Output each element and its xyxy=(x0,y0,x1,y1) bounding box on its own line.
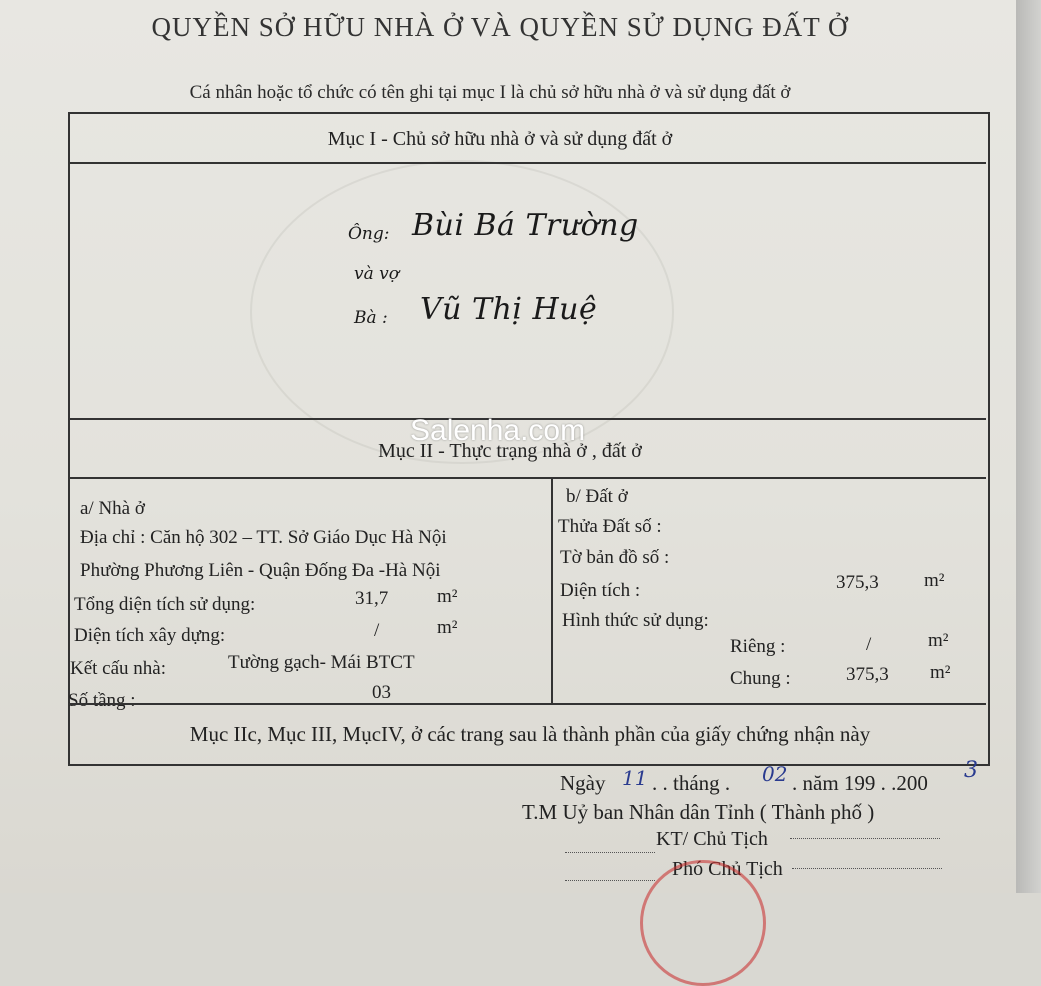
land-area-unit: m² xyxy=(924,570,945,591)
signature-dotted-line-4 xyxy=(792,868,942,869)
private-value: / xyxy=(866,634,872,655)
floors-value: 03 xyxy=(372,682,391,703)
nha-heading: a/ Nhà ở xyxy=(80,498,145,519)
usage-label: Hình thức sử dụng: xyxy=(562,610,709,631)
dat-heading: b/ Đất ở xyxy=(566,486,628,507)
land-area-label: Diện tích : xyxy=(560,580,641,601)
date-month: 02 xyxy=(762,762,788,786)
vice-chairman-label: Phó Chủ Tịch xyxy=(672,858,783,880)
year-label: . năm 199 . .200 xyxy=(792,771,928,795)
muc1-heading: Mục I - Chủ sở hữu nhà ở và sử dụng đất ở xyxy=(327,128,673,150)
private-unit: m² xyxy=(928,630,949,651)
muc2-heading: Mục II - Thực trạng nhà ở , đất ở xyxy=(378,440,642,462)
common-value: 375,3 xyxy=(846,664,889,685)
ong-label: Ông: xyxy=(348,224,390,244)
build-area-label: Diện tích xây dựng: xyxy=(74,625,226,646)
build-area-value: / xyxy=(374,620,380,641)
va-vo-label: và vợ xyxy=(354,264,399,284)
kt-chairman-label: KT/ Chủ Tịch xyxy=(656,828,768,850)
signature-dotted-line-1 xyxy=(565,852,655,853)
total-area-unit: m² xyxy=(437,586,458,607)
ba-name: Vũ Thị Huệ xyxy=(420,292,598,327)
build-area-unit: m² xyxy=(437,617,458,638)
footer-note: Mục IIc, Mục III, MụcIV, ở các trang sau là thành phần của giấy chứng nhận này xyxy=(189,722,871,746)
ong-name: Bùi Bá Trường xyxy=(412,208,639,243)
land-area-value: 375,3 xyxy=(836,572,879,593)
document-subtitle: Cá nhân hoặc tổ chức có tên ghi tại mục I là chủ sở hữu nhà ở và sử dụng đất ở xyxy=(189,82,791,103)
column-divider xyxy=(551,477,553,703)
structure-label: Kết cấu nhà: xyxy=(70,658,167,679)
map-sheet-label: Tờ bản đồ số : xyxy=(560,547,670,568)
common-label: Chung : xyxy=(730,668,791,689)
site-watermark: Salenha.com xyxy=(410,414,586,447)
year-digit: 3 xyxy=(964,758,978,783)
total-area-value: 31,7 xyxy=(355,588,389,609)
document-title: QUYỀN SỞ HỮU NHÀ Ở VÀ QUYỀN SỬ DỤNG ĐẤT Ở xyxy=(151,12,849,42)
total-area-label: Tổng diện tích sử dụng: xyxy=(74,594,256,615)
signature-dotted-line-2 xyxy=(790,838,940,839)
footer-divider xyxy=(68,703,986,705)
floors-label: Số tầng : xyxy=(68,690,136,711)
date-day: 11 xyxy=(622,766,648,790)
muc1-divider xyxy=(68,162,986,164)
structure-value: Tường gạch- Mái BTCT xyxy=(228,652,415,673)
ba-label: Bà : xyxy=(354,308,388,328)
common-unit: m² xyxy=(930,662,951,683)
address-line1: Địa chỉ : Căn hộ 302 – TT. Sở Giáo Dục Hà Nội xyxy=(80,527,447,548)
muc2-divider xyxy=(68,477,986,479)
parcel-label: Thửa Đất số : xyxy=(558,516,662,537)
red-seal xyxy=(640,860,766,986)
signature-dotted-line-3 xyxy=(565,880,655,881)
date-prefix: Ngày xyxy=(560,771,606,795)
private-label: Riêng : xyxy=(730,636,786,657)
committee-label: T.M Uỷ ban Nhân dân Tỉnh ( Thành phố ) xyxy=(522,800,875,824)
address-line2: Phường Phương Liên - Quận Đống Đa -Hà Nội xyxy=(80,560,441,581)
month-label: . . tháng . xyxy=(652,771,731,795)
